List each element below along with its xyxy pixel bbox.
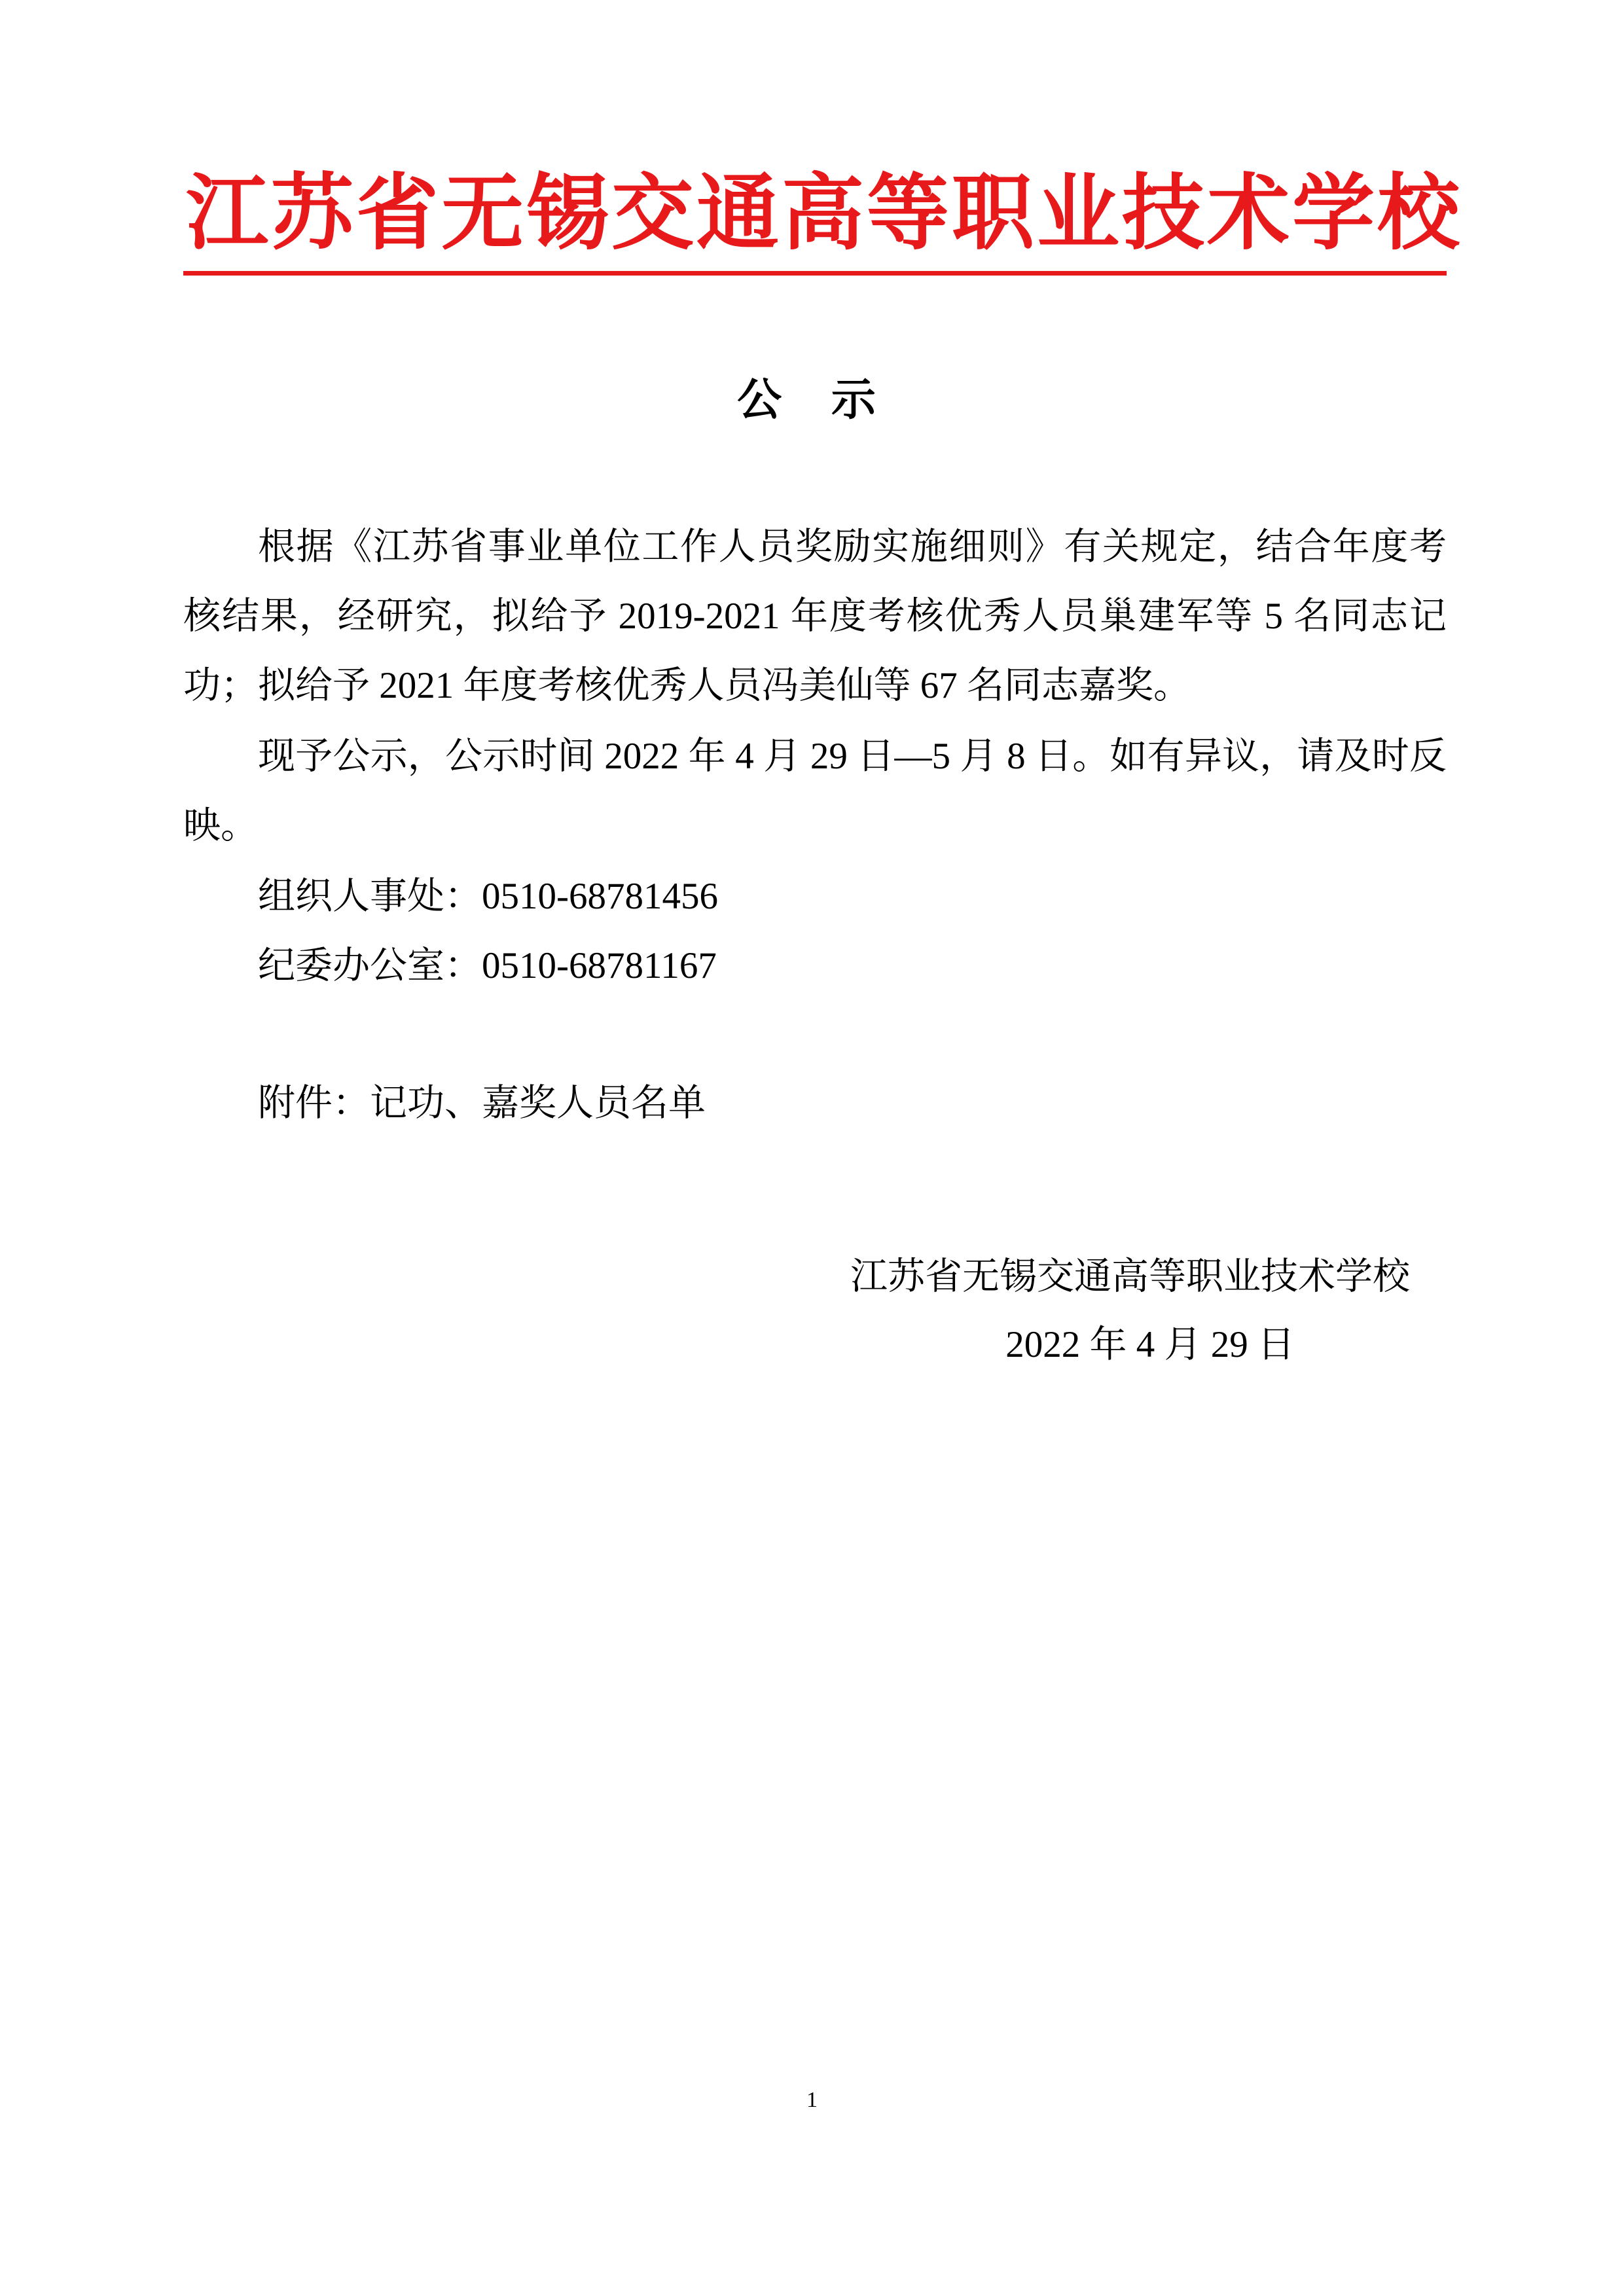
contact-line-discipline: 纪委办公室：0510-68781167	[258, 944, 717, 986]
document-content	[183, 0, 1462, 2296]
contact-line-hr: 组织人事处：0510-68781456	[258, 875, 718, 917]
document-heading: 公 示	[737, 374, 893, 427]
attachment-line: 附件：记功、嘉奖人员名单	[258, 1082, 706, 1124]
signature-date: 2022 年 4 月 29 日	[1005, 1323, 1295, 1365]
signature-organization: 江苏省无锡交通高等职业技术学校	[850, 1255, 1410, 1297]
body-paragraph-1: 根据《江苏省事业单位工作人员奖励实施细则》有关规定，结合年度考核结果，经研究，拟给予 2019-2021 年度考核优秀人员巢建军等 5 名同志记功；拟给予 2021 年度考核优秀人员冯美仙等 67 名同志嘉奖。	[183, 526, 1447, 706]
masthead	[183, 164, 1462, 276]
organization-title: 江苏省无锡交通高等职业技术学校	[186, 164, 1462, 261]
page-number: 1	[806, 2088, 818, 2112]
document-body	[183, 512, 1447, 1379]
masthead-divider	[183, 271, 1447, 276]
signature-block	[183, 1243, 1447, 1379]
body-paragraph-2: 现予公示，公示时间 2022 年 4 月 29 日—5 月 8 日。如有异议，请及时反映。	[183, 735, 1447, 846]
